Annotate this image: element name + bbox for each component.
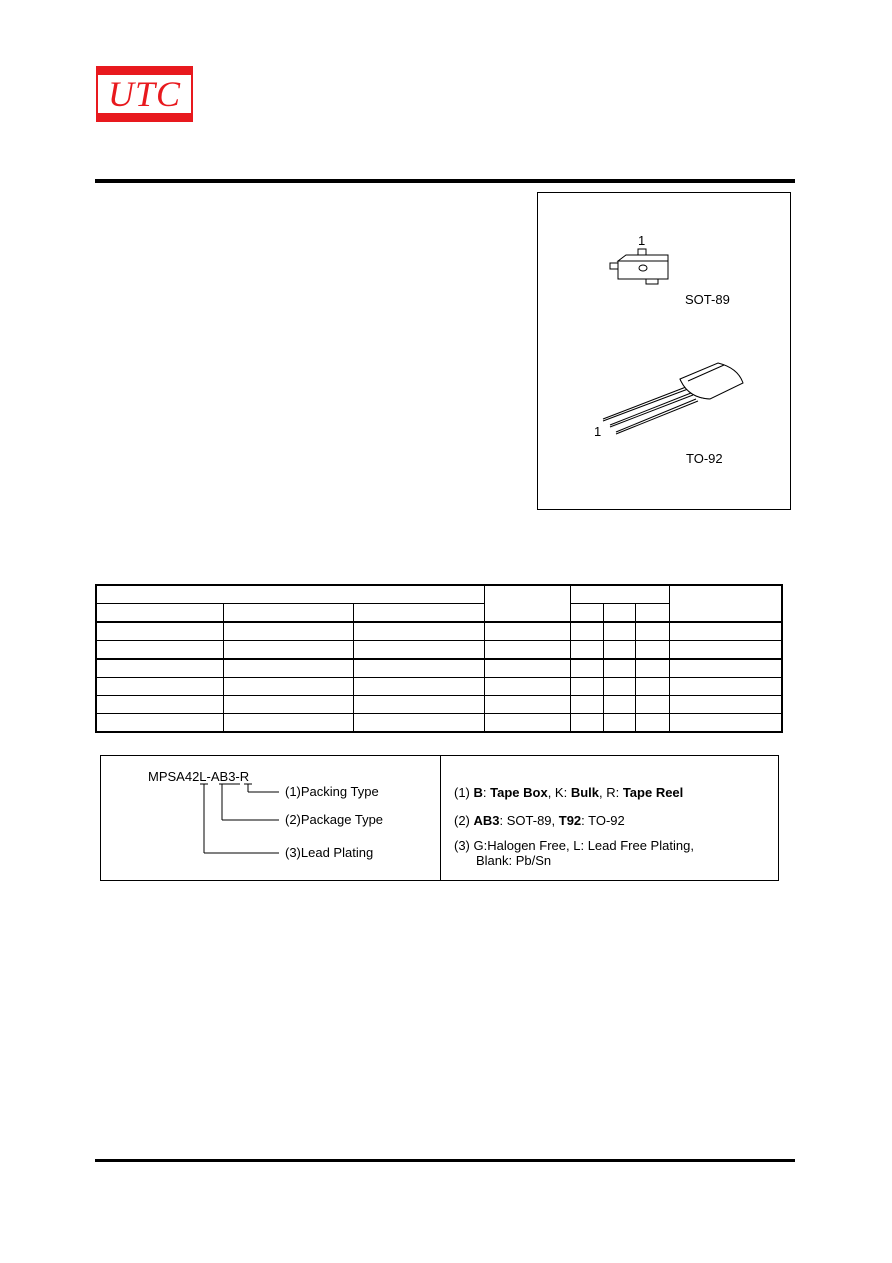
ordering-table [95,584,783,733]
package-drawings [538,193,792,511]
legend-packing-type: (1)Packing Type [285,784,379,799]
part-number: MPSA42L-AB3-R [148,769,250,784]
logo-inner [98,75,191,113]
header-rule [95,179,795,183]
note-lead-plating-line2: Blank: Pb/Sn [476,853,552,868]
sot89-pin1-label: 1 [638,233,646,248]
logo-text: UTC [107,74,182,114]
sot89-label: SOT-89 [685,292,730,307]
table-row [96,641,782,660]
to92-drawing [603,363,743,434]
legend-package-type: (2)Package Type [285,812,384,827]
table-row [96,678,782,696]
ordering-code-box [100,755,779,881]
footer-rule [95,1159,795,1162]
note-packing-type: (1) B: Tape Box, K: Bulk, R: Tape Reel [454,785,684,800]
sot89-drawing [610,249,668,284]
table-row [96,696,782,714]
table-row [96,659,782,678]
code-box-divider [440,756,441,880]
note-package-type: (2) AB3: SOT-89, T92: TO-92 [454,813,625,828]
table-header-row-1 [96,585,782,604]
legend-lead-plating: (3)Lead Plating [285,845,374,860]
package-box [537,192,791,510]
to92-pin1-label: 1 [594,424,602,439]
utc-logo [96,66,193,122]
table-row [96,622,782,641]
to92-label: TO-92 [686,451,723,466]
note-lead-plating: (3) G:Halogen Free, L: Lead Free Plating, [454,838,694,853]
table-row [96,714,782,733]
